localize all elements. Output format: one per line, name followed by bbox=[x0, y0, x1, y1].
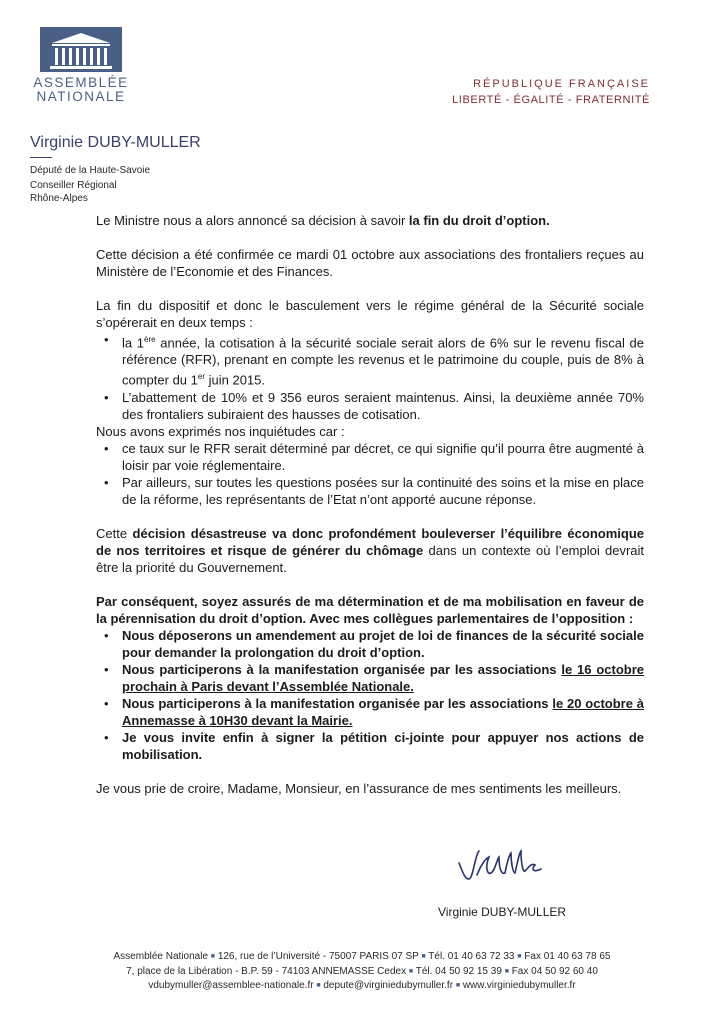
deputy-name: Virginie DUBY-MULLER bbox=[30, 134, 201, 151]
website-link[interactable]: www.virginiedubymuller.fr bbox=[462, 980, 576, 991]
handwritten-signature bbox=[455, 845, 545, 890]
footer-line-paris: Assemblée Nationale ■ 126, rue de l’Université - 75007 PARIS 07 SP ■ Tél. 01 40 63 72 33 ■ Fax 01 40 63 78 65 bbox=[113, 951, 611, 962]
email-link[interactable]: vdubymuller@assemblee-nationale.fr bbox=[148, 980, 314, 991]
email-link[interactable]: depute@virginiedubymuller.fr bbox=[323, 980, 454, 991]
list-item: • Par ailleurs, sur toutes les questions posées sur la continuité des soins et la mise en place de la réforme, les représentants de l’Etat n’ont apporté aucune réponse. bbox=[96, 474, 644, 508]
hemicycle-icon bbox=[40, 27, 122, 72]
republic-motto: LIBERTÉ - ÉGALITÉ - FRATERNITÉ bbox=[452, 94, 650, 106]
list-item: • Je vous invite enfin à signer la pétition ci-jointe pour appuyer nos actions de mobilisation. bbox=[96, 729, 644, 763]
list-item: • ce taux sur le RFR serait déterminé par décret, ce qui signifie qu’il pourra être augmenté à loisir par voie réglementaire. bbox=[96, 440, 644, 474]
signatory-name: Virginie DUBY-MULLER bbox=[438, 905, 567, 919]
list-item: • L’abattement de 10% et 9 356 euros seraient maintenus. Ainsi, la deuxième année 70% des frontaliers subiraient des hausses de cotisation. bbox=[96, 389, 644, 423]
paragraph-confirmation: Cette décision a été confirmée ce mardi 01 octobre aux associations des frontaliers reçues au Ministère de l’Economie et des Finances. bbox=[96, 247, 644, 279]
republic-title: RÉPUBLIQUE FRANÇAISE bbox=[473, 78, 650, 90]
name-underline bbox=[30, 157, 52, 158]
logo-text-line2: NATIONALE bbox=[36, 89, 126, 104]
paragraph-impact: Cette décision désastreuse va donc profondément bouleverser l’équilibre économique de nos territoires et risque de générer du chômage dans un contexte où l’emploi devrait être la priorité du Gouvernement. bbox=[96, 525, 645, 575]
list-item: • la 1ère année, la cotisation à la sécurité sociale serait alors de 6% sur le revenu fiscal de référence (RFR), prenant en compte les revenus et le patrimoine du couple, puis de 8% à compter du 1er juin 2015. bbox=[96, 331, 644, 389]
list-item: • Nous déposerons un amendement au projet de loi de finances de la sécurité sociale pour demander la prolongation du droit d’option. bbox=[96, 627, 644, 661]
paragraph-concerns: Nous avons exprimés nos inquiétudes car : bbox=[96, 423, 345, 439]
assemblee-logo bbox=[40, 27, 122, 72]
signature-icon bbox=[455, 845, 545, 885]
list-item: • Nous participerons à la manifestation organisée par les associations le 16 octobre prochain à Paris devant l’Assemblée Nationale. bbox=[96, 661, 644, 695]
letter-body bbox=[96, 212, 644, 797]
paragraph-commitment: Par conséquent, soyez assurés de ma détermination et de ma mobilisation en faveur de la pérennisation du droit d’option. Avec mes collègues parlementaires de l’opposition : bbox=[96, 593, 644, 626]
logo-text-line1: ASSEMBLÉE bbox=[33, 75, 129, 90]
footer-line-annemasse: 7, place de la Libération - B.P. 59 - 74103 ANNEMASSE Cedex ■ Tél. 04 50 92 15 39 ■ Fax 04 50 92 60 40 bbox=[126, 966, 598, 977]
paragraph-dispositif: La fin du dispositif et donc le basculement vers le régime général de la Sécurité sociale s’opérerait en deux temps : bbox=[96, 298, 644, 330]
closing-formula: Je vous prie de croire, Madame, Monsieur, en l’assurance de mes sentiments les meilleurs. bbox=[96, 780, 622, 796]
regional-role: Conseiller Régional bbox=[30, 180, 117, 191]
footer-line-contacts: vdubymuller@assemblee-nationale.fr ■ depute@virginiedubymuller.fr ■ www.virginiedubymuller.fr bbox=[148, 980, 576, 991]
list-item: • Nous participerons à la manifestation organisée par les associations le 20 octobre à Annemasse à 10H30 devant la Mairie. bbox=[96, 695, 644, 729]
paragraph-announcement: Le Ministre nous a alors annoncé sa décision à savoir la fin du droit d’option. bbox=[96, 213, 550, 228]
deputy-role: Député de la Haute-Savoie bbox=[30, 165, 151, 176]
region-name: Rhône-Alpes bbox=[30, 193, 88, 204]
